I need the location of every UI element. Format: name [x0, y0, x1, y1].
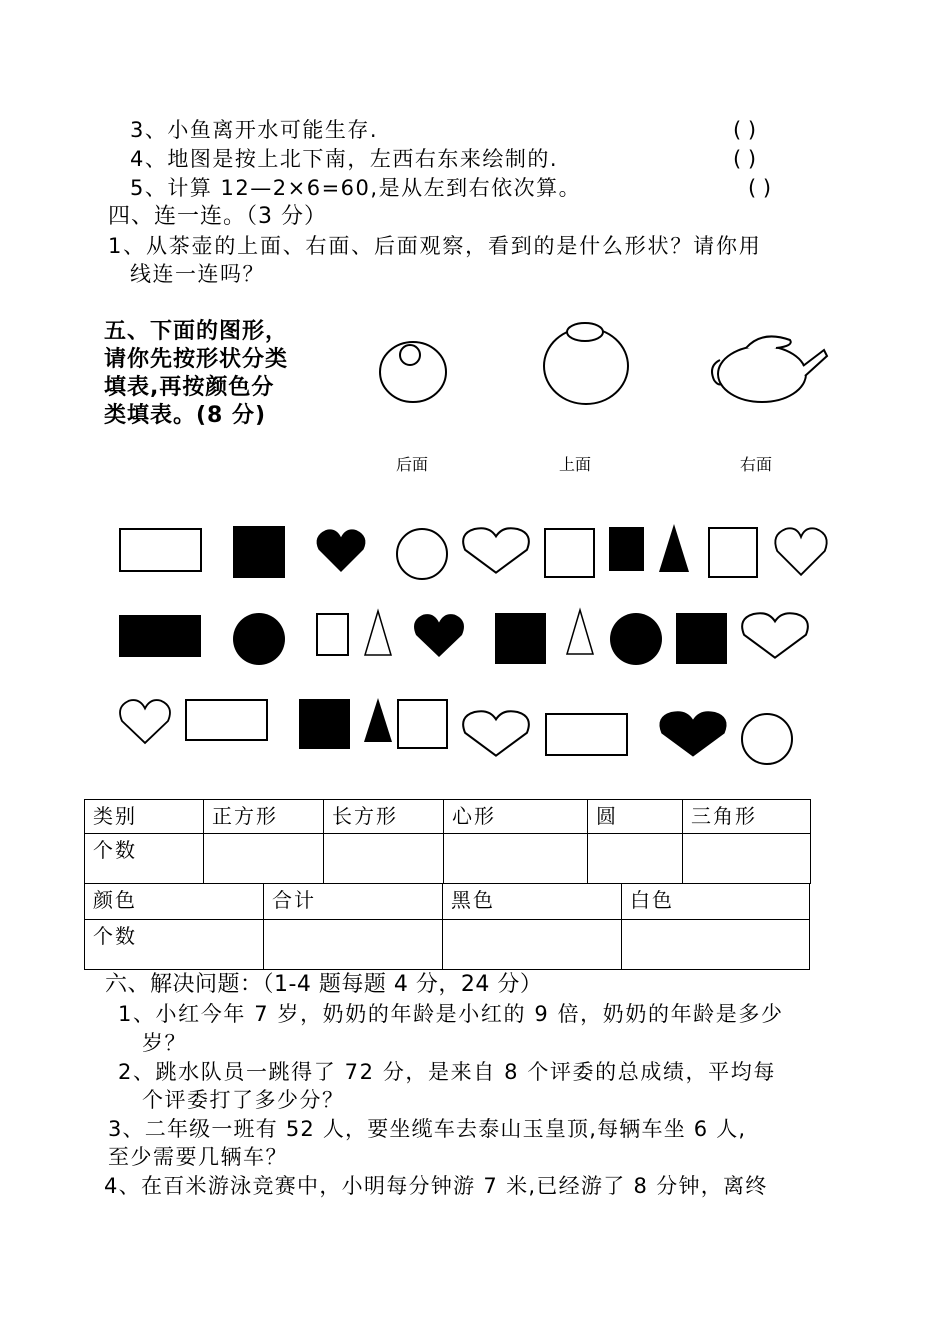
white-circle: [396, 528, 448, 580]
section5-line3: 填表,再按颜色分: [104, 375, 275, 400]
black-square: [299, 699, 350, 749]
white-heart: [118, 698, 172, 744]
table-header-triangle: 三角形: [683, 800, 811, 834]
table-header-square: 正方形: [204, 800, 324, 834]
section5-line2: 请你先按形状分类: [104, 347, 289, 372]
section5-line4: 类填表。(8 分): [104, 403, 267, 428]
answer-paren-3[interactable]: ( ): [733, 118, 757, 142]
section4-q1-line2: 线连一连吗？: [130, 262, 265, 286]
white-heart: [462, 710, 530, 757]
answer-cell-square[interactable]: [204, 834, 324, 884]
answer-cell-triangle[interactable]: [683, 834, 811, 884]
answer-paren-5[interactable]: ( ): [748, 176, 772, 200]
black-rectangle: [119, 615, 201, 657]
judge-item-5: 5、计算 12—2×6=60,是从左到右依次算。: [130, 176, 582, 200]
answer-cell-total[interactable]: [264, 920, 443, 970]
white-square: [708, 527, 758, 578]
white-rectangle: [316, 613, 349, 656]
black-square: [495, 613, 546, 664]
section5-line1: 五、下面的图形，: [104, 319, 289, 344]
teapot-label-back: 后面: [396, 455, 429, 474]
answer-cell-white[interactable]: [622, 920, 810, 970]
black-square: [676, 613, 727, 664]
teapot-side-view: [706, 326, 830, 406]
table-header-heart: 心形: [444, 800, 588, 834]
teapot-top-view: [542, 318, 632, 408]
answer-cell-black[interactable]: [443, 920, 622, 970]
problem1-line2: 岁？: [142, 1031, 187, 1055]
problem3-line2: 至少需要几辆车？: [108, 1145, 288, 1169]
white-rectangle: [119, 528, 202, 572]
white-triangle: [364, 610, 392, 656]
teapot-back-view: [378, 340, 452, 408]
black-square: [233, 526, 285, 578]
black-circle: [610, 613, 662, 665]
section4-q1-line1: 1、从茶壶的上面、右面、后面观察，看到的是什么形状？请你用: [108, 234, 762, 258]
white-triangle: [566, 609, 594, 655]
judge-item-4: 4、地图是按上北下南，左西右东来绘制的.: [130, 147, 559, 171]
table-header-black: 黑色: [443, 884, 622, 920]
black-heart: [313, 527, 369, 573]
table-header-total: 合计: [264, 884, 443, 920]
problem1-line1: 1、小红今年 7 岁，奶奶的年龄是小红的 9 倍，奶奶的年龄是多少: [118, 1002, 784, 1026]
white-heart: [774, 526, 828, 576]
table-header-rectangle: 长方形: [324, 800, 444, 834]
black-circle: [233, 613, 285, 665]
problem3-line1: 3、二年级一班有 52 人，要坐缆车去泰山玉皇顶,每辆车坐 6 人,: [108, 1117, 747, 1141]
answer-cell-heart[interactable]: [444, 834, 588, 884]
teapot-label-top: 上面: [559, 455, 592, 474]
white-heart: [462, 527, 530, 574]
color-count-table: [84, 883, 810, 970]
table-row-label: 个数: [85, 834, 204, 884]
section4-title: 四、连一连。（3 分）: [108, 204, 327, 229]
table-header-color: 颜色: [85, 884, 264, 920]
white-rectangle: [545, 713, 628, 756]
table-header-category: 类别: [85, 800, 204, 834]
white-heart: [741, 612, 809, 659]
problem2-line2: 个评委打了多少分？: [142, 1088, 345, 1112]
section6-title: 六、解决问题：（1-4 题每题 4 分，24 分）: [105, 972, 543, 997]
white-square: [544, 528, 595, 578]
table-row-label: 个数: [85, 920, 264, 970]
black-rectangle: [609, 527, 644, 571]
white-circle: [741, 713, 793, 765]
problem2-line1: 2、跳水队员一跳得了 72 分，是来自 8 个评委的总成绩，平均每: [118, 1060, 776, 1084]
teapot-label-right: 右面: [740, 455, 773, 474]
answer-cell-rectangle[interactable]: [324, 834, 444, 884]
black-triangle: [659, 524, 689, 572]
shape-count-table: [84, 799, 811, 884]
judge-item-3: 3、小鱼离开水可能生存.: [130, 118, 379, 142]
answer-paren-4[interactable]: ( ): [733, 147, 757, 171]
table-header-circle: 圆: [588, 800, 683, 834]
white-rectangle: [185, 699, 268, 741]
problem4-line1: 4、在百米游泳竞赛中，小明每分钟游 7 米,已经游了 8 分钟，离终: [104, 1174, 768, 1198]
black-heart: [412, 612, 466, 658]
black-heart: [658, 710, 728, 758]
table-header-white: 白色: [622, 884, 810, 920]
black-triangle: [364, 698, 392, 742]
answer-cell-circle[interactable]: [588, 834, 683, 884]
white-square: [397, 699, 448, 749]
